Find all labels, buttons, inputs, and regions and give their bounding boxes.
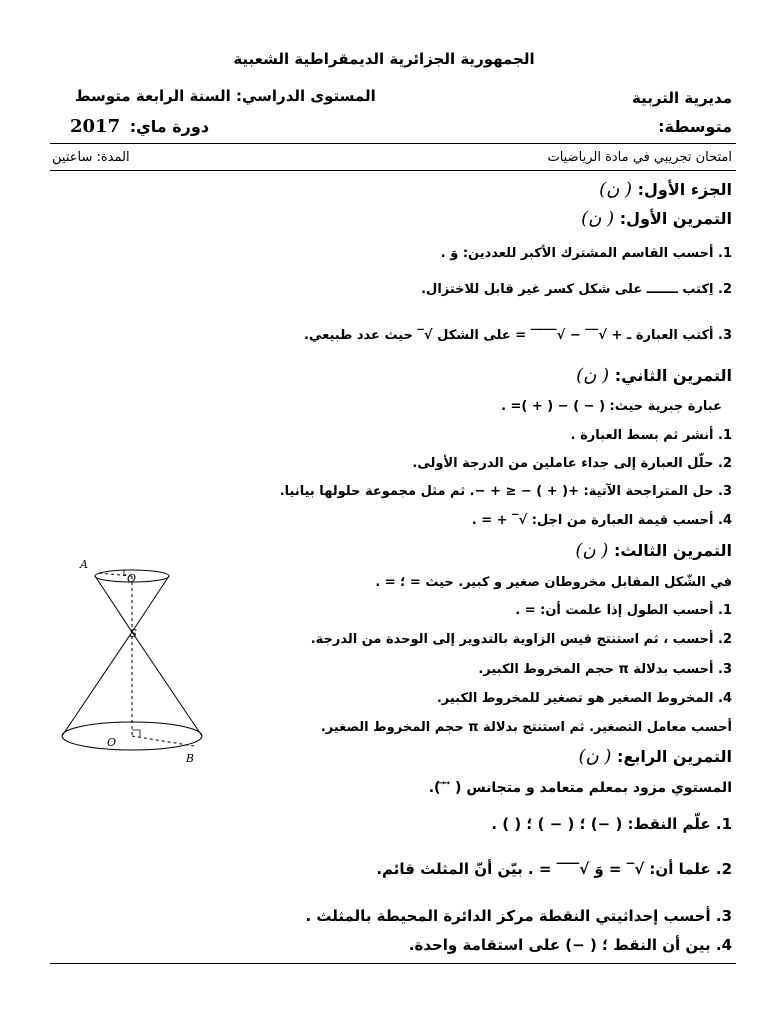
ex4-title [578,746,732,767]
part1-points: ( ن) [599,179,633,200]
ex3-points: ( ن) [575,540,609,561]
small-cone-side-right [132,576,169,632]
ex4-title-text: التمرين الرابع: [617,747,732,766]
double-cone-figure [60,552,240,774]
ex1-points: ( ن) [581,208,615,229]
ex2-intro: عبارة جبرية حيث: ( − ) − ( + )= . [501,399,722,414]
footer-rule [50,963,736,964]
ex4-q1: 1. علّم النقط: ( −) ؛ ( − ) ؛ ( ) . [491,815,732,833]
big-radius [132,736,194,746]
ex4-intro: المستوي مزود بمعلم متعامد و متجانس ( ⃗ ⃗ ). [428,780,732,796]
big-cone-side-right [132,632,202,736]
big-cone-side-left [62,632,132,736]
ex2-points: ( ن) [576,365,610,386]
ex3-q2: 2. أحسب ، ثم استنتج قيس الزاوية بالتدوير إلى الوحدة من الدرجة. [310,632,732,647]
label-S: S [129,627,137,640]
ex4-q4: 4. بين أن النقط ؛ ( −) على استقامة واحدة. [408,936,732,954]
ex4-points: ( ن) [578,746,612,767]
label-O: O [106,736,116,749]
session-text: دورة ماي: [129,117,210,136]
republic-title: الجمهورية الجزائرية الديمقراطية الشعبية [233,50,535,68]
level-label: المستوى الدراسي: السنة الرابعة متوسط [75,87,376,105]
ex1-title-text: التمرين الأول: [619,209,732,228]
label-O-prime: O′ [124,572,136,585]
part1-title [599,179,732,200]
ex2-q4: 4. أحسب قيمة العبارة من اجل: √‾ + = . [471,513,732,528]
ex4-q3: 3. أحسب إحداثيتي النقطة مركز الدائرة المحيطة بالمثلث . [305,907,732,925]
session-label [70,116,209,137]
session-year: 2017 [70,116,121,137]
duration-label: المدة: ساعتين [52,150,130,165]
ex2-title-text: التمرين الثاني: [614,366,732,385]
ex3-intro: في الشّكل المقابل مخروطان صغير و كبير. حيث = ؛ = . [375,575,732,590]
ex3-title-text: التمرين الثالث: [613,541,732,560]
directorate-label: مديرية التربية [632,89,732,107]
ex4-q2: 2. علما أن: √‾ = وَ √‾‾‾ = . بيّن أنّ المثلث قائم. [376,860,732,878]
exam-title: امتحان تجريبي في مادة الرياضيات [547,150,732,165]
label-B: B [185,752,194,765]
header-rule-bottom [50,170,736,171]
ex1-q1: 1. أحسب القاسم المشترك الأكبر للعددين: وَ . [440,246,732,261]
ex2-q2: 2. حلّل العبارة إلى جداء عاملين من الدرجة الأولى. [412,456,732,471]
school-label: متوسطة: [658,117,732,136]
ex3-q3: 3. أحسب بدلالة π حجم المخروط الكبير. [478,662,732,677]
ex3-title [575,540,732,561]
label-A: A [80,558,88,571]
ex3-q4b: أحسب معامل التصغير. ثم استنتج بدلالة π حجم المخروط الصغير. [320,720,732,735]
ex2-q1: 1. أنشر ثم بسط العبارة . [570,428,732,443]
part1-title-text: الجزء الأول: [637,180,732,199]
ex3-q1: 1. أحسب الطول إذا علمت أن: = . [515,603,732,618]
ex1-q2: 2. اِكتب ـــــــ على شكل كسر غير قابل للاختزال. [421,282,732,297]
ex2-title [576,365,732,386]
header-rule-top [50,143,736,144]
ex3-q4a: 4. المخروط الصغير هو تصغير للمخروط الكبير. [436,691,732,706]
ex2-q3: 3. حل المتراجحة الآتية: +( + ) − ≤ + −. ثم مثل مجموعة حلولها بيانيا. [279,484,732,499]
ex1-q3: 3. أكتب العبارة ـ + √‾‾ − √‾‾‾‾ = على الشكل √‾ حيث عدد طبيعي. [304,328,732,343]
ex1-title [581,208,732,229]
